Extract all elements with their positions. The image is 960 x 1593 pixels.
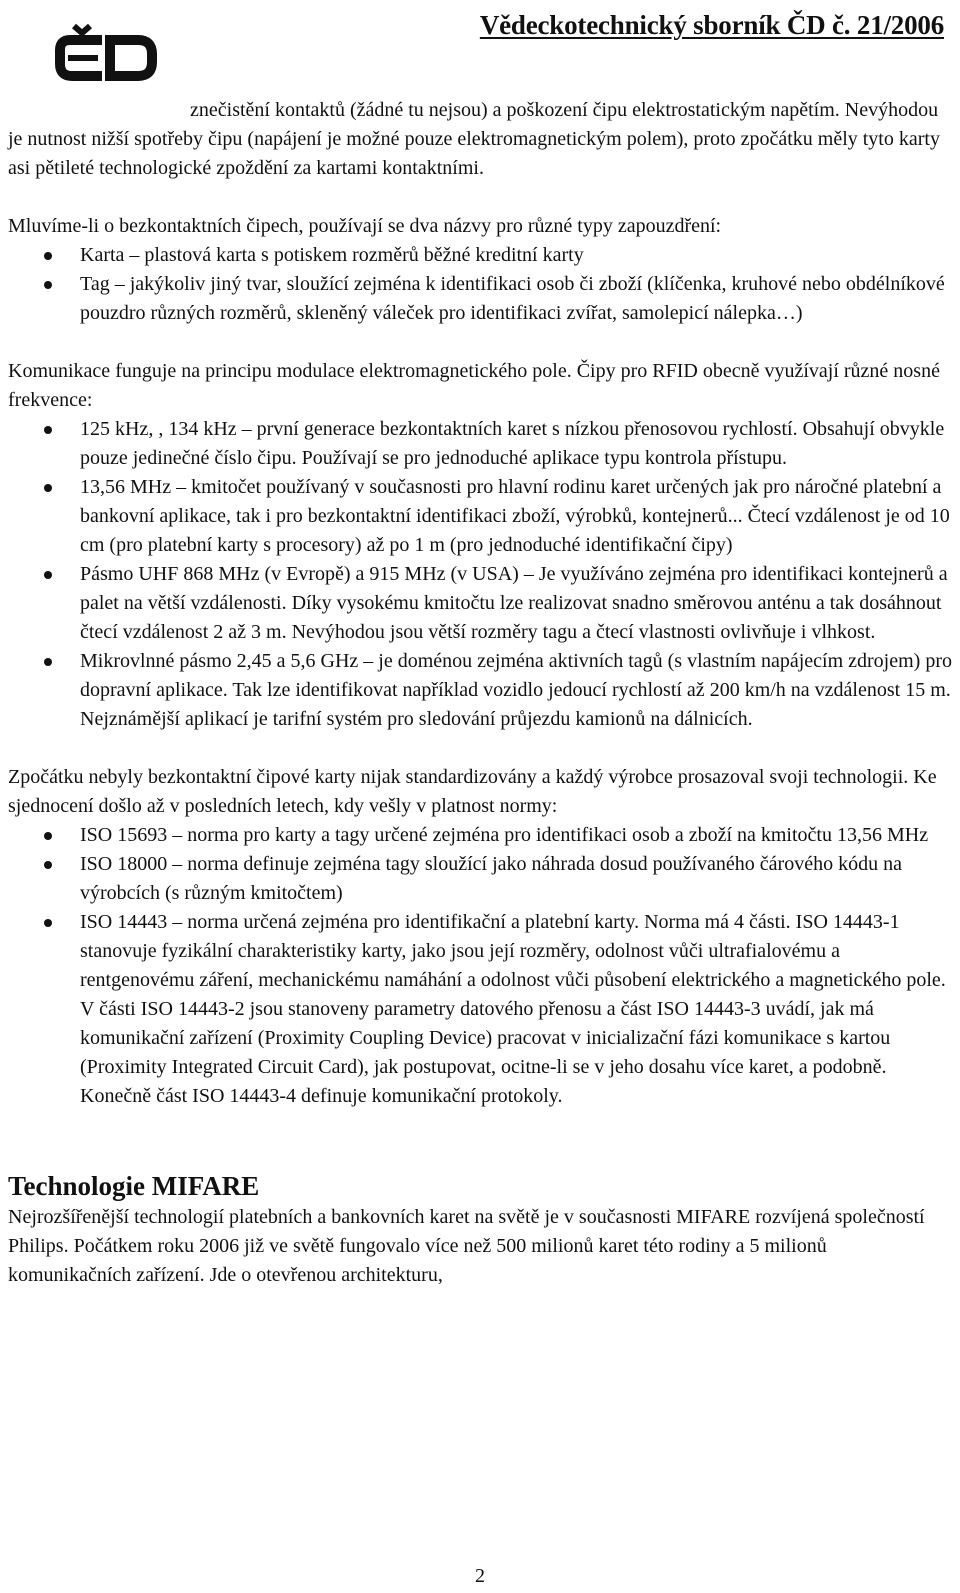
bullet-icon <box>44 832 52 840</box>
section2-intro: Komunikace funguje na principu modulace elektromagnetického pole. Čipy pro RFID obecně využívají různé nosné frekvence: <box>8 360 940 411</box>
section3-intro: Zpočátku nebyly bezkontaktní čipové karty nijak standardizovány a každý výrobce prosazoval svoji technologii. Ke sjednocení došlo až v posledních letech, kdy vešly v platnost normy: <box>8 766 937 817</box>
bullet-icon <box>44 252 52 260</box>
bullet-icon <box>44 571 52 579</box>
bullet-icon <box>44 658 52 666</box>
paragraph-gap <box>8 734 952 763</box>
paragraph-gap <box>8 1111 952 1140</box>
section-heading-mifare: Technologie MIFARE <box>8 1171 260 1201</box>
list-item: 125 kHz, , 134 kHz – první generace bezkontaktních karet s nízkou přenosovou rychlostí. Obsahují obvykle pouze jedinečné číslo čipu. Používají se pro jednoduché aplikace typu kontrola přístupu. <box>8 415 952 473</box>
standards-list <box>8 821 952 1111</box>
paragraph-gap <box>8 328 952 357</box>
journal-title: Vědeckotechnický sborník ČD č. 21/2006 <box>479 10 944 40</box>
list-item: ISO 15693 – norma pro karty a tagy určené zejména pro identifikaci osob a zboží na kmitočtu 13,56 MHz <box>8 821 952 850</box>
list-item: Karta – plastová karta s potiskem rozměrů běžné kreditní karty <box>8 241 952 270</box>
list-item: Mikrovlnné pásmo 2,45 a 5,6 GHz – je doménou zejména aktivních tagů (s vlastním napájecím zdrojem) pro dopravní aplikace. Tak lze identifikovat například vozidlo jedoucí rychlostí až 200 km/h na vzdálenost 15 m. Nejznámější aplikací je tarifní systém pro sledování průjezdu kamionů na dálnicích. <box>8 647 952 734</box>
bullet-icon <box>44 919 52 927</box>
document-body <box>8 96 952 1290</box>
section1-intro: Mluvíme-li o bezkontaktních čipech, používají se dva názvy pro různé typy zapouzdření: <box>8 215 722 237</box>
bullet-icon <box>44 861 52 869</box>
bullet-icon <box>44 426 52 434</box>
bullet-icon <box>44 484 52 492</box>
paragraph-gap <box>8 1140 952 1169</box>
cd-logo <box>54 16 160 86</box>
list-item: Tag – jakýkoliv jiný tvar, sloužící zejména k identifikaci osob či zboží (klíčenka, kruhové nebo obdélníkové pouzdro různých rozměrů, skleněný váleček pro identifikaci zvířat, samolepicí nálepka…) <box>8 270 952 328</box>
paragraph-gap <box>8 183 952 212</box>
mifare-text: Nejrozšířenější technologií platebních a bankovních karet na světě je v současnosti MIFARE rozvíjená společností Philips. Počátkem roku 2006 již ve světě fungovalo více než 500 milionů karet této rodiny a 5 milionů komunikačních zařízení. Jde o otevřenou architekturu, <box>8 1206 925 1286</box>
intro-continuation: znečistění kontaktů (žádné tu nejsou) a poškození čipu elektrostatickým napětím. Nevýhodou je nutnost nižší spotřeby čipu (napájení je možné pouze elektromagnetickým polem), proto zpočátku měly tyto karty asi pětileté technologické zpoždění za kartami kontaktními. <box>8 99 940 179</box>
page-number: 2 <box>475 1565 485 1587</box>
encapsulation-types-list <box>8 241 952 328</box>
list-item: 13,56 MHz – kmitočet používaný v současnosti pro hlavní rodinu karet určených jak pro náročné platební a bankovní aplikace, tak i pro bezkontaktní identifikaci zboží, výrobků, kontejnerů... Čtecí vzdálenost je od 10 cm (pro platební karty s procesory) až po 1 m (pro jednoduché identifikační čipy) <box>8 473 952 560</box>
list-item: ISO 18000 – norma definuje zejména tagy sloužící jako náhrada dosud používaného čárového kódu na výrobcích (s různým kmitočtem) <box>8 850 952 908</box>
list-item: ISO 14443 – norma určená zejména pro identifikační a platební karty. Norma má 4 části. ISO 14443-1 stanovuje fyzikální charakteristiky karty, jako jsou její rozměry, odolnost vůči ultrafialovému a rentgenovému záření, mechanickému namáhání a odolnost vůči působení elektrického a magnetického pole. V části ISO 14443-2 jsou stanoveny parametry datového přenosu a část ISO 14443-3 uvádí, jak má komunikační zařízení (Proximity Coupling Device) pracovat v inicializační fázi komunikace s kartou (Proximity Integrated Circuit Card), jak postupovat, ocitne-li se v jeho dosahu více karet, a podobně. Konečně část ISO 14443-4 definuje komunikační protokoly. <box>8 908 952 1111</box>
list-item: Pásmo UHF 868 MHz (v Evropě) a 915 MHz (v USA) – Je využíváno zejména pro identifikaci kontejnerů a palet na větší vzdálenosti. Díky vysokému kmitočtu lze realizovat snadno směrovou anténu a tak dosáhnout čtecí vzdálenost 2 až 3 m. Nevýhodou jsou větší rozměry tagu a čtecí vlastnosti ovlivňuje i vlhkost. <box>8 560 952 647</box>
frequencies-list <box>8 415 952 734</box>
bullet-icon <box>44 281 52 289</box>
